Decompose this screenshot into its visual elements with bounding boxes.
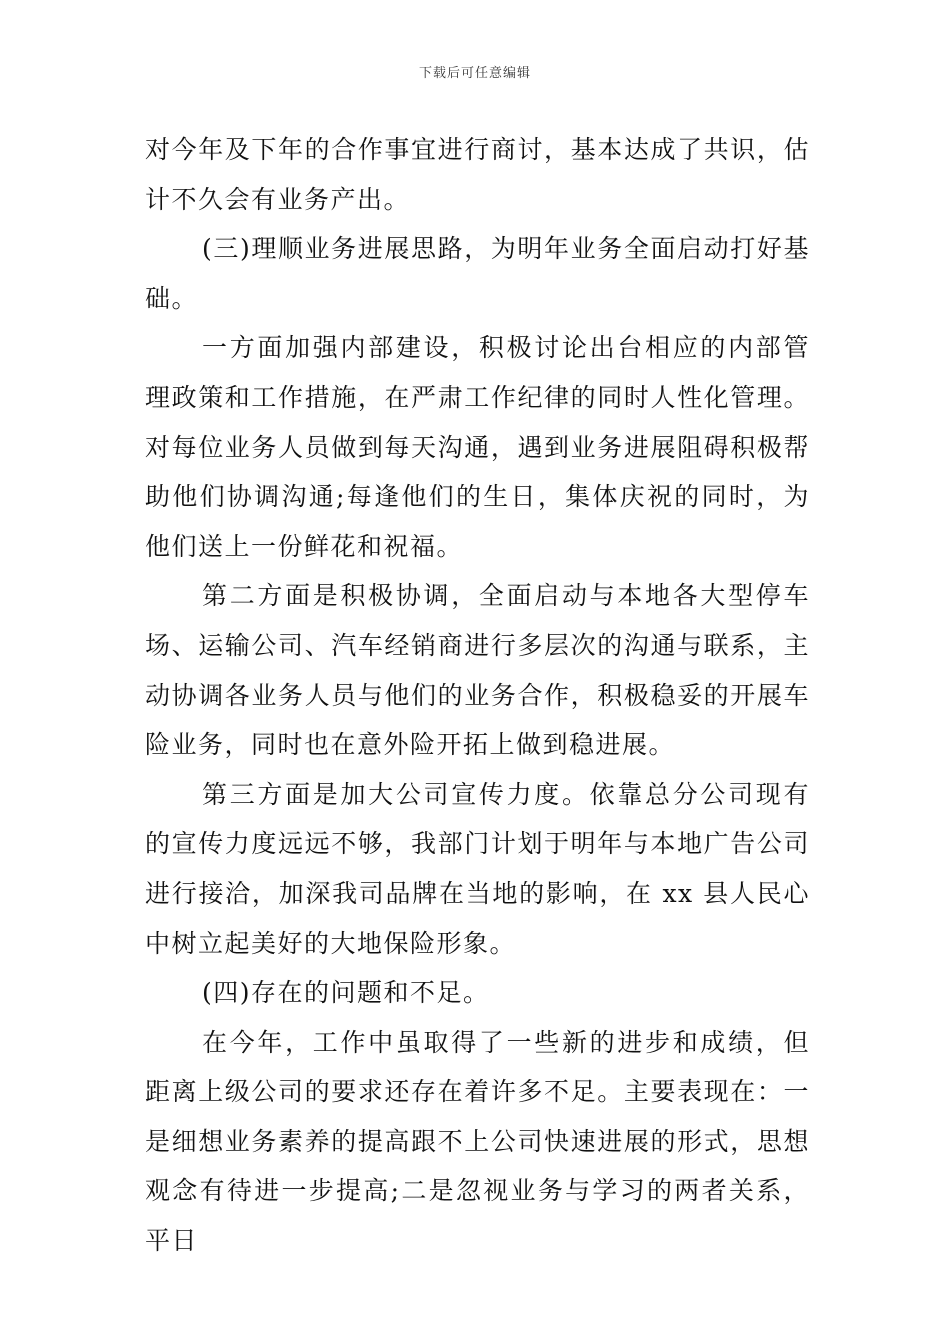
page-header: 下载后可任意编辑 [418,66,531,81]
section-heading-four: (四)存在的问题和不足。 [202,978,490,1008]
paragraph-internal-building: 一方面加强内部建设，积极讨论出台相应的内部管理政策和工作措施，在严肃工作纪律的同时人性化管理。对每位业务人员做到每天沟通，遇到业务进展阻碍积极帮助他们协调沟通;每逢他们的生日，集体庆祝的同时，为他们送上一份鲜花和祝福。 [145,333,810,561]
section-heading-three: (三)理顺业务进展思路，为明年业务全面启动打好基础。 [145,234,810,313]
paragraph-continuation: 对今年及下年的合作事宜进行商讨，基本达成了共识，估计不久会有业务产出。 [145,135,810,214]
paragraph-shortcomings: 在今年，工作中虽取得了一些新的进步和成绩，但距离上级公司的要求还存在着许多不足。主要表现在：一是细想业务素养的提高跟不上公司快速进展的形式，思想观念有待进一步提高;二是忽视业务与学习的两者关系，平日 [145,1027,810,1256]
paragraph-publicity: 第三方面是加大公司宣传力度。依靠总分公司现有的宣传力度远远不够，我部门计划于明年与本地广告公司进行接洽，加深我司品牌在当地的影响，在 xx 县人民心中树立起美好的大地保险形象。 [145,779,810,958]
document-body [145,125,810,1266]
paragraph-coordination: 第二方面是积极协调，全面启动与本地各大型停车场、运输公司、汽车经销商进行多层次的沟通与联系，主动协调各业务人员与他们的业务合作，积极稳妥的开展车险业务，同时也在意外险开拓上做到稳进展。 [145,581,810,760]
